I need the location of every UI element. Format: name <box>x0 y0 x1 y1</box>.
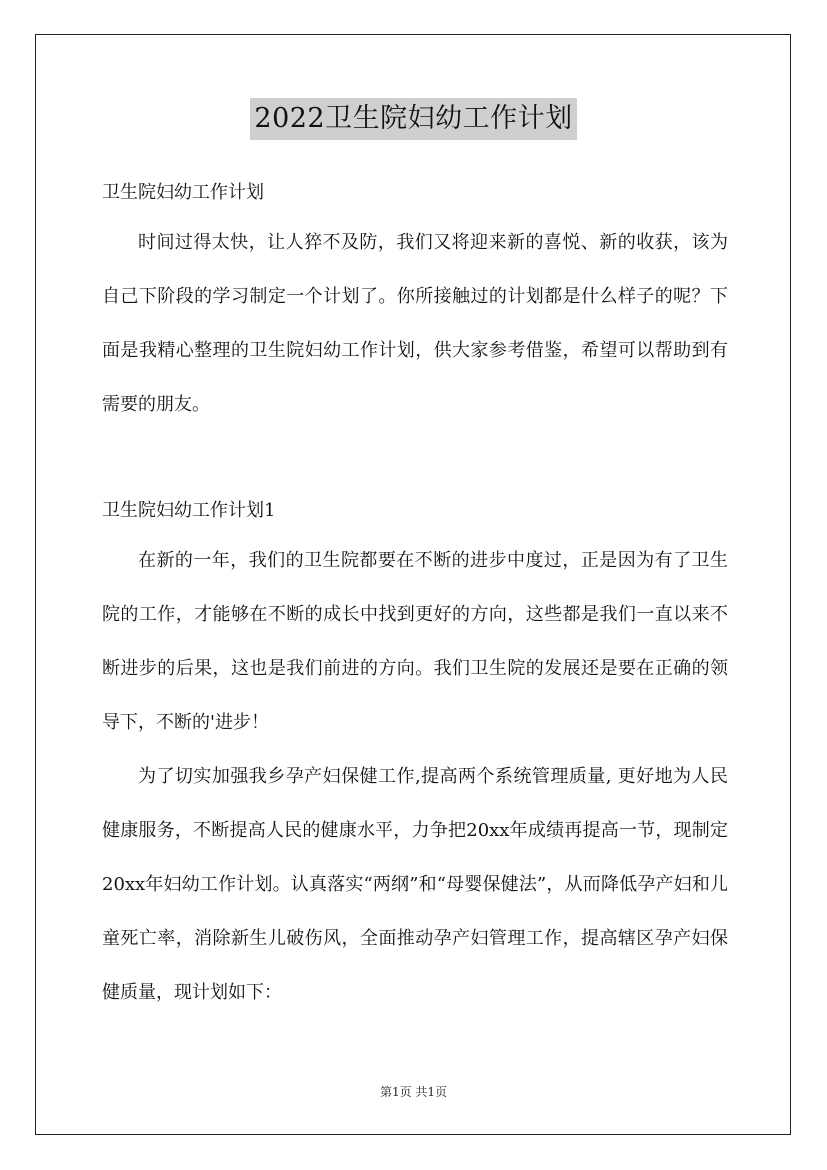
document-body <box>102 170 728 1020</box>
intro-paragraph: 时间过得太快，让人猝不及防，我们又将迎来新的喜悦、新的收获，该为自己下阶段的学习制定一个计划了。你所接触过的计划都是什么样子的呢？下面是我精心整理的卫生院妇幼工作计划，供大家参考借鉴，希望可以帮助到有需要的朋友。 <box>102 232 728 415</box>
section1-paragraph-2: 为了切实加强我乡孕产妇保健工作,提高两个系统管理质量, 更好地为人民健康服务，不断提高人民的健康水平，力争把20xx年成绩再提高一节，现制定20xx年妇幼工作计划。认真落实“两纲”和“母婴保健法”，从而降低孕产妇和儿童死亡率，消除新生儿破伤风，全面推动孕产妇管理工作，提高辖区孕产妇保健质量，现计划如下： <box>102 766 728 1003</box>
title-container <box>0 98 827 140</box>
section-spacer <box>102 432 728 488</box>
intro-heading: 卫生院妇幼工作计划 <box>102 182 264 203</box>
page-footer: 第1页 共1页 <box>379 1085 448 1099</box>
section1-heading: 卫生院妇幼工作计划1 <box>102 500 276 521</box>
section1-paragraph-1: 在新的一年，我们的卫生院都要在不断的进步中度过，正是因为有了卫生院的工作，才能够在不断的成长中找到更好的方向，这些都是我们一直以来不断进步的后果，这也是我们前进的方向。我们卫生院的发展还是要在正确的领导下，不断的'进步！ <box>102 550 728 733</box>
document-title: 2022卫生院妇幼工作计划 <box>250 98 576 140</box>
